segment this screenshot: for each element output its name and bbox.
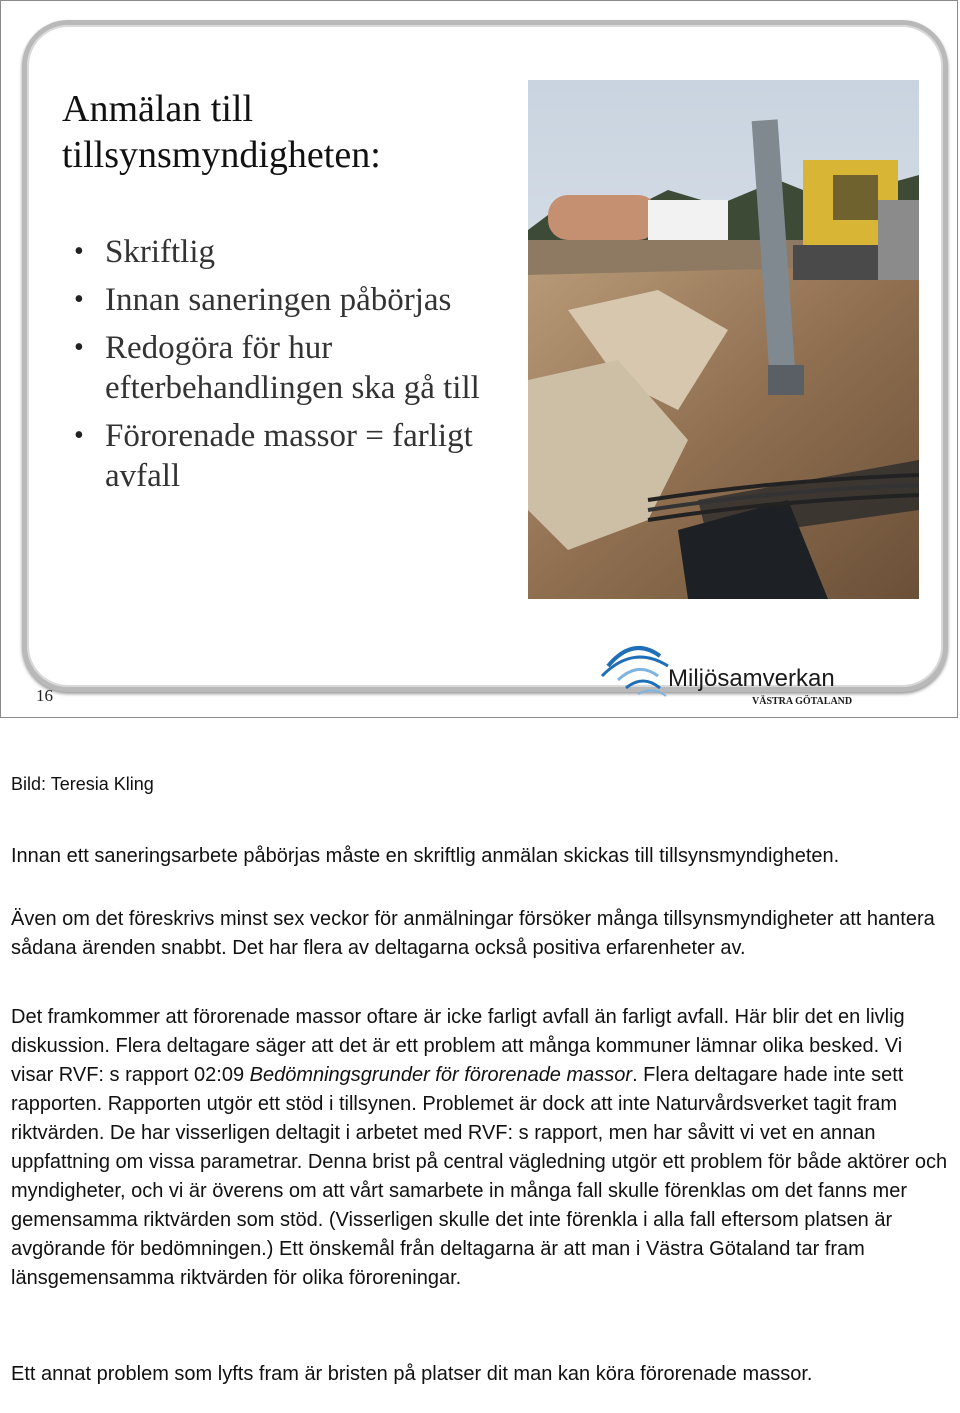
bullet-dot-icon: • [74, 236, 84, 267]
bullet-item: • Innan saneringen påbörjas [74, 282, 452, 318]
notes-paragraph-4: Ett annat problem som lyfts fram är bristen på platser dit man kan köra förorenade massor. [11, 1363, 813, 1385]
bullet-item: • Redogöra för hur efterbehandlingen ska gå till [74, 330, 480, 406]
notes-paragraph-1: Innan ett saneringsarbete påbörjas måste en skriftlig anmälan skickas till tillsynsmyndigheten. [11, 845, 840, 867]
bullet-dot-icon: • [74, 284, 84, 315]
bullet-dot-icon: • [74, 420, 84, 451]
bullet-list [74, 232, 534, 504]
logo-subtitle: VÄSTRA GÖTALAND [752, 696, 853, 707]
logo-name: Miljösamverkan [668, 665, 835, 692]
photo-credit: Bild: Teresia Kling [11, 774, 154, 794]
notes-paragraph-3: Det framkommer att förorenade massor oftare är icke farligt avfall än farligt avfall. Här blir det en livlig diskussion. Flera deltagare säger att det är ett problem att många kommuner lämnar olika besked. Vi visar RVF: s rapport 02:09 Bedömningsgrunder för förorenade massor. Flera deltagare hade inte sett rapporten. Rapporten utgör ett stöd i tillsynen. Problemet är dock att inte Naturvårdsverket tagit fram riktvärden. De har visserligen deltagit i arbetet med RVF: s rapport, men har såvitt vi vet en annan uppfattning om vissa parametrar. Denna brist på central vägledning utgör ett problem för både aktörer och myndigheter, och vi är överens om att vårt samarbete in många fall skulle förenklas om det fanns mer gemensamma riktvärden som stöd. (Visserligen skulle det inte förenkla i alla fall eftersom platsen är avgörande för bedömningen.) Ett önskemål från deltagarna är att man i Västra Götaland tar fram länsgemensamma riktvärden för olika föroreningar. [11, 1006, 948, 1289]
notes-paragraph-2: Även om det föreskrivs minst sex veckor för anmälningar försöker många tillsynsmyndigheter att hantera sådana ärenden snabbt. Det har flera av deltagarna också positiva erfarenheter av. [11, 908, 935, 959]
slide-title [62, 86, 502, 178]
slide-title-line-2: tillsynsmyndigheten: [62, 134, 381, 176]
slide-number: 16 [36, 686, 53, 705]
report-title: Bedömningsgrunder för förorenade massor [249, 1064, 633, 1086]
bullet-item: • Skriftlig [74, 234, 216, 270]
miljosamverkan-logo [598, 636, 860, 708]
bullet-item: • Förorenade massor = farligt avfall [74, 418, 473, 494]
excavation-photo [528, 80, 919, 599]
slide-title-line-1: Anmälan till [62, 88, 254, 130]
bullet-dot-icon: • [74, 332, 84, 363]
